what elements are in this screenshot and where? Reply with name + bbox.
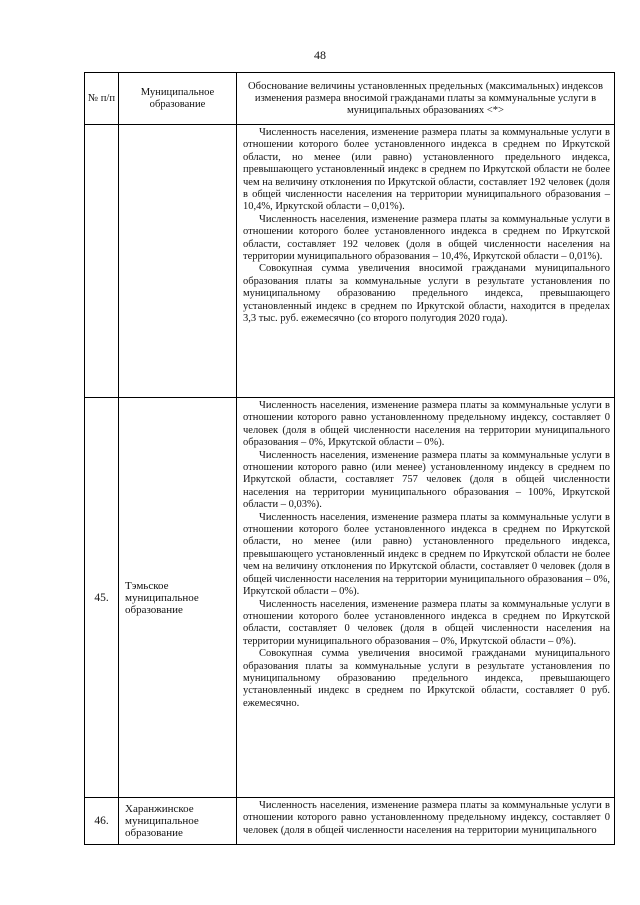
header-number: № п/п <box>85 73 119 125</box>
rationale-paragraph: Численность населения, изменение размера платы за коммунальные услуги в отношении которого более установленного индекса в среднем по Иркутской области, составляет 0 человек (доля в общей численности населения на территории муниципального образования – 0%, Иркутской области – 0%). <box>243 598 610 647</box>
row-number <box>85 125 119 398</box>
row-number: 45. <box>85 398 119 798</box>
row-rationale <box>237 125 615 398</box>
rationale-paragraph: Численность населения, изменение размера платы за коммунальные услуги в отношении которого более установленного индекса в среднем по Иркутской области, составляет 192 человек (доля в общей численности населения на территории муниципального образования – 10,4%, Иркутской области – 0,01%). <box>243 213 610 263</box>
row-municipality: Тэмьское муниципальное образование <box>119 398 237 798</box>
table-header-row <box>85 73 615 125</box>
rationale-paragraph: Совокупная сумма увеличения вносимой гражданами муниципального образования платы за коммунальные услуги в результате установления по муниципальному образованию предельного индекса, превышающего установленный индекс в среднем по Иркутской области, составляет 0 руб. ежемесячно. <box>243 648 610 709</box>
rationale-paragraph: Численность населения, изменение размера платы за коммунальные услуги в отношении которого равно установленному предельному индексу, составляет 0 человек (доля в общей численности населения на территории муниципального <box>243 800 610 836</box>
header-municipality: Муниципальное образование <box>119 73 237 125</box>
municipal-index-table <box>84 72 615 845</box>
row-rationale <box>237 798 615 845</box>
row-rationale <box>237 398 615 798</box>
table-row <box>85 398 615 798</box>
row-municipality: Харанжинское муниципальное образование <box>119 798 237 845</box>
row-municipality <box>119 125 237 398</box>
row-number: 46. <box>85 798 119 845</box>
rationale-paragraph: Численность населения, изменение размера платы за коммунальные услуги в отношении которого равно (или менее) установленному индексу в среднем по Иркутской области, составляет 757 человек (доля в общей численности населения на территории муниципального образования – 100%, Иркутской области – 0,03%). <box>243 449 610 511</box>
rationale-paragraph: Численность населения, изменение размера платы за коммунальные услуги в отношении которого более установленного индекса в среднем по Иркутской области, но менее (или равно) установленного предельного индекса, превышающего установленный индекс в среднем по Иркутской области не более чем на величину отклонения по Иркутской области, составляет 0 человек (доля в общей численности населения на территории муниципального образования – 0%, Иркутской области – 0%). <box>243 511 610 598</box>
page-number: 48 <box>314 48 326 62</box>
rationale-paragraph: Численность населения, изменение размера платы за коммунальные услуги в отношении которого более установленного индекса в среднем по Иркутской области, но менее (или равно) установленного предельного индекса, превышающего установленный индекс в среднем по Иркутской области не более чем на величину отклонения по Иркутской области, составляет 192 человек (доля в общей численности населения на территории муниципального образования – 10,4%, Иркутской области – 0,01%). <box>243 127 610 213</box>
header-rationale: Обоснование величины установленных предельных (максимальных) индексов изменения размера вносимой гражданами платы за коммунальные услуги в муниципальных образованиях <*> <box>237 73 615 125</box>
table-row <box>85 798 615 845</box>
rationale-paragraph: Совокупная сумма увеличения вносимой гражданами муниципального образования платы за коммунальные услуги в результате установления по муниципальному образованию предельного индекса, превышающего установленный индекс в среднем по Иркутской области, находится в пределах 3,3 тыс. руб. ежемесячно (со второго полугодия 2020 года). <box>243 263 610 325</box>
rationale-paragraph: Численность населения, изменение размера платы за коммунальные услуги в отношении которого равно установленному предельному индексу, составляет 0 человек (доля в общей численности населения на территории муниципального образования – 0%, Иркутской области – 0%). <box>243 400 610 449</box>
table-row <box>85 125 615 398</box>
